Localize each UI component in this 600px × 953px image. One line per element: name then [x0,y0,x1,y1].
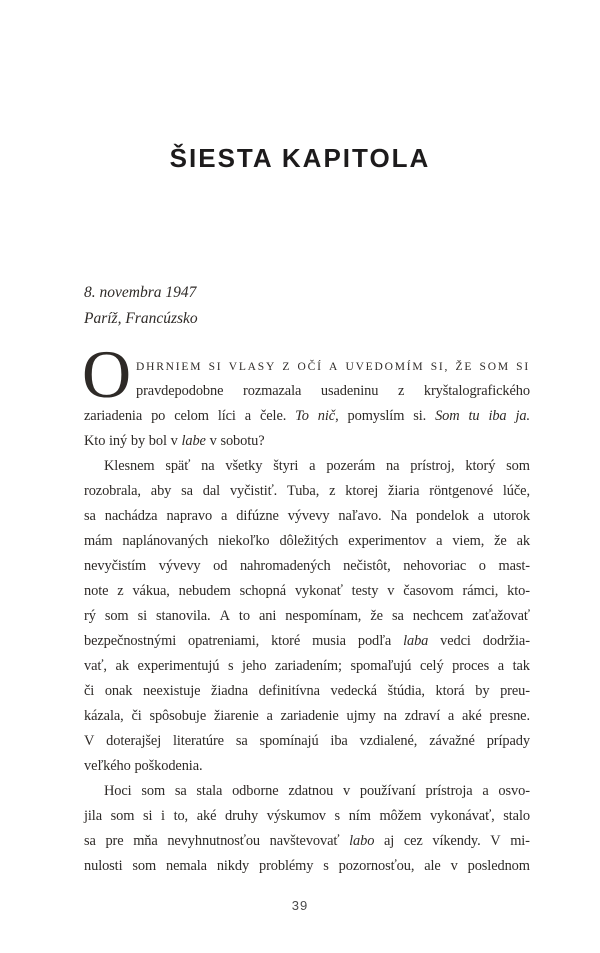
word: difúzne [236,508,279,524]
word: kryštalografického [423,383,530,399]
word: a [221,508,228,524]
word: utorok [493,508,530,524]
word: spôsobuje [149,708,207,724]
word: nikdy [216,858,250,874]
word: SI [208,361,223,373]
word: jila [84,808,102,824]
word: definitívna [258,683,320,699]
word: z [397,383,405,399]
body-text [82,336,530,879]
word: nechcem [412,608,464,624]
word: o [478,558,486,574]
word: röntgenové [429,483,494,499]
word: A [219,608,230,624]
word: som [506,458,530,474]
word: víkendy. [432,833,481,849]
text-line [84,729,530,754]
text-line [104,454,530,479]
word: stala [196,783,223,799]
word: aby [150,483,172,499]
word: sobotu? [220,433,265,449]
word: labe [181,433,206,449]
word: SOM [479,361,510,373]
word: som [132,858,157,874]
dateline-place: Paríž, Francúzsko [84,310,198,327]
word: osvo- [498,783,530,799]
word: poslednom [467,858,530,874]
word: v [209,433,217,449]
word: dal [202,483,221,499]
word: rý [84,608,96,624]
word: s [323,858,329,874]
word: Hoci [104,783,132,799]
word: vzdialené, [359,733,418,749]
word: zdraví [404,708,441,724]
word: výskumov [266,808,326,824]
word: sa [181,483,193,499]
word: žiadna [211,683,248,699]
word: ak [516,533,530,549]
word: usadeninu [320,383,379,399]
word: a [482,783,489,799]
word: nachádza [104,508,158,524]
word: navštevovať [269,833,340,849]
text-line [84,604,530,629]
word: napravo [166,508,213,524]
word: poškodenia. [134,758,203,774]
word: môžem [379,808,422,824]
word: či [131,708,142,724]
word: schopná [239,583,287,599]
word: sa [174,783,187,799]
word: som [141,783,166,799]
word: odborne [232,783,279,799]
word: kto- [507,583,530,599]
word: zariadenie [280,708,339,724]
word: VLASY [228,361,277,373]
word: štyri [273,458,299,474]
page-number: 39 [291,898,309,913]
word: rozobrala, [84,483,141,499]
word: neexistuje [143,683,201,699]
word: vedecká [330,683,377,699]
word: Som [435,408,460,424]
paragraph [84,779,530,879]
word: nevyhnutnosťou [167,833,261,849]
text-line [84,429,530,454]
word: z [117,583,124,599]
text-line [84,629,530,654]
word: tu [468,408,480,424]
word: sa [84,508,96,524]
word: rámci, [462,583,499,599]
word: ja. [515,408,530,424]
word: aj [383,833,395,849]
word: a [244,408,252,424]
text-line [84,829,530,854]
word: vyčistiť. [229,483,278,499]
word: druhy [225,808,259,824]
word: experimentujú [137,658,220,674]
word: nebudem [178,583,231,599]
word: vykonať [294,583,343,599]
word: bol [148,433,167,449]
word: presne. [489,708,530,724]
word: testy [351,583,379,599]
word: jeho [242,658,267,674]
word: si. [413,408,427,424]
word: žiaria [388,483,420,499]
word: v [170,433,178,449]
word: ktorý [465,458,496,474]
text-line [104,779,530,804]
word: nič, [317,408,339,424]
word: aké [462,708,482,724]
word: iba [488,408,507,424]
text-line [84,704,530,729]
text-line [84,479,530,504]
word: ktorej [345,483,379,499]
word: ŽE [455,361,474,373]
word: spomínajú [259,733,319,749]
word: zaťažovať [472,608,530,624]
word: nulosti [84,858,123,874]
word: experimentov [348,533,427,549]
word: vývevy [158,558,201,574]
text-line [84,404,530,429]
word: nahromadených [239,558,331,574]
word: dodržia- [482,633,530,649]
word: stalo [503,808,530,824]
word: ale [424,858,441,874]
word: a [447,708,455,724]
word: mast- [498,558,530,574]
word: pravdepodobne [136,383,224,399]
word: aké [196,808,217,824]
word: to, [173,808,189,824]
word: problémy [258,858,314,874]
word: iný [109,433,128,449]
word: spomaľujú [350,658,412,674]
word: na [201,458,215,474]
word: mňa [133,833,158,849]
word: To [295,408,309,424]
drop-cap: O [82,336,132,412]
word: opatreniami, [188,633,260,649]
word: som [110,808,135,824]
word: vykonávať, [429,808,495,824]
word: a [477,508,485,524]
word: bezpečnostnými [84,633,177,649]
word: cez [403,833,423,849]
word: som [104,608,129,624]
word: Na [390,508,408,524]
text-line [136,354,530,379]
paragraph [82,336,530,454]
word: rozmazala [243,383,302,399]
word: prístroja [425,783,473,799]
word: pozerám [326,458,376,474]
word: tak [512,658,530,674]
word: pre [105,833,124,849]
word: a [266,708,273,724]
word: by [130,433,146,449]
word: používaní [359,783,416,799]
word: nespomínam, [285,608,362,624]
word: sa [84,833,96,849]
word: zdatnou [288,783,334,799]
text-line [84,679,530,704]
text-line [84,579,530,604]
word: vákua, [132,583,170,599]
word: ktoré [271,633,301,649]
word: A [329,361,340,373]
word: a [436,533,443,549]
word: ujmy [346,708,376,724]
word: podľa [357,633,392,649]
word: žiarenie [213,708,259,724]
word: by [475,683,490,699]
word: note [84,583,109,599]
word: i [161,808,165,824]
text-line [84,804,530,829]
word: celý [419,658,444,674]
word: sa [391,608,404,624]
dateline [84,280,530,332]
word: všetky [225,458,263,474]
text-line [84,504,530,529]
word: pondelok [416,508,469,524]
word: veľkého [84,758,131,774]
word: vať, [84,658,107,674]
word: celom [174,408,209,424]
text-line [84,654,530,679]
word: s [334,808,341,824]
word: Tuba, [287,483,320,499]
word: prístroj, [410,458,455,474]
word: OČÍ [297,361,323,373]
word: ním [348,808,371,824]
word: niekoľko [218,533,270,549]
word: v [450,858,458,874]
word: preu- [500,683,530,699]
word: či [84,683,95,699]
word: vývevy [287,508,330,524]
word: iba [330,733,348,749]
word: z [329,483,336,499]
word: onak [104,683,133,699]
word: v [342,783,351,799]
word: od [213,558,228,574]
word: Klesnem [104,458,155,474]
word: a [309,458,316,474]
word: vedci [440,633,471,649]
word: proces [452,658,490,674]
word: stanovila. [156,608,211,624]
word: prípady [486,733,530,749]
text-line [84,554,530,579]
word: si [137,608,147,624]
word: nemala [165,858,207,874]
word: to [238,608,250,624]
word: si [142,808,153,824]
word: SI [516,361,530,373]
word: líci [217,408,236,424]
word: po [151,408,166,424]
word: zariadenia [84,408,143,424]
text-line [84,754,530,779]
text-line [84,529,530,554]
word: dôležitých [279,533,339,549]
dateline-date: 8. novembra 1947 [84,284,197,301]
text-line [136,379,530,404]
word: naľavo. [338,508,382,524]
word: V [490,833,501,849]
word: ktorá [435,683,465,699]
word: nečistôt, [343,558,391,574]
word: ani [258,608,277,624]
word: čele. [259,408,287,424]
word: štúdia, [387,683,425,699]
word: s [227,658,234,674]
word: späť [165,458,191,474]
word: laba [403,633,429,649]
word: pomyslím [347,408,405,424]
word: pozornosťou, [338,858,415,874]
word: nevyčistím [84,558,147,574]
word: a [497,658,504,674]
chapter-title: ŠIESTA KAPITOLA [169,143,431,173]
word: Kto [84,433,106,449]
word: na [386,458,400,474]
word: kázala, [84,708,124,724]
word: naplánovaných [122,533,209,549]
word: mi- [510,833,530,849]
word: Z [282,361,292,373]
word: UVEDOMÍM [345,361,425,373]
word: na [383,708,397,724]
word: sa [235,733,248,749]
word: literatúre [173,733,224,749]
word: musia [312,633,346,649]
word: SI, [430,361,450,373]
word: viem, [452,533,485,549]
word: že [370,608,383,624]
word: zariadením; [275,658,342,674]
word: v [387,583,395,599]
word: časovom [403,583,454,599]
word: nehovoriac [403,558,467,574]
word: mám [84,533,113,549]
word: labo [349,833,375,849]
word: že [494,533,507,549]
text-line [84,854,530,879]
word: lúče, [502,483,530,499]
word: doterajšej [106,733,162,749]
word: V [84,733,95,749]
word: závažné [429,733,475,749]
word: ak [115,658,129,674]
paragraph [84,454,530,779]
word: DHRNIEM [136,361,203,373]
